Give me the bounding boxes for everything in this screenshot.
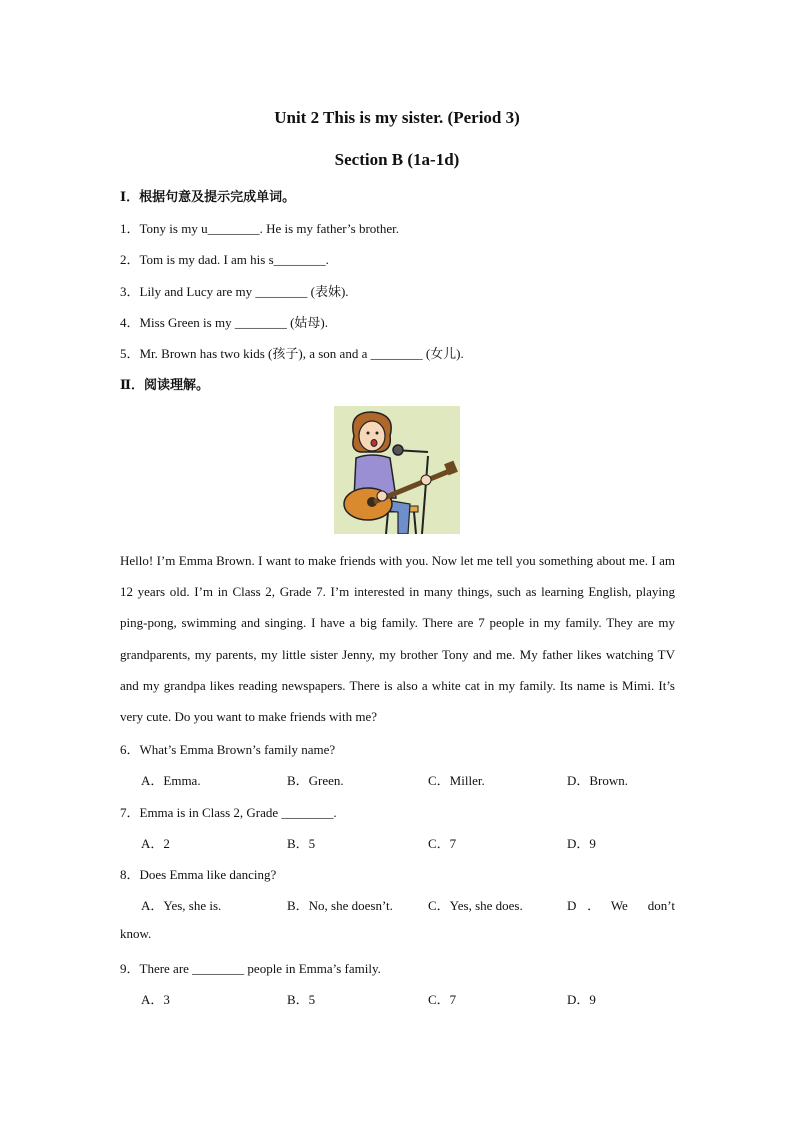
question-9: 9．There are ________ people in Emma’s family. xyxy=(120,961,381,976)
page-subtitle: Section B (1a-1d) xyxy=(334,150,460,169)
q9-option-d: D．9 xyxy=(567,992,596,1007)
q7-option-d: D．9 xyxy=(567,836,596,851)
question-8: 8．Does Emma like dancing? xyxy=(120,867,277,882)
question-6: 6．What’s Emma Brown’s family name? xyxy=(120,742,336,757)
q7-option-c: C．7 xyxy=(428,836,457,851)
q8-option-b: B．No, she doesn’t. xyxy=(287,898,393,913)
section-1-heading: Ⅰ．根据句意及提示完成单词。 xyxy=(120,189,296,204)
question-5: 5．Mr. Brown has two kids (孩子), a son and a ________ (女儿). xyxy=(120,346,464,361)
q6-option-a: A．Emma. xyxy=(141,773,201,788)
girl-guitar-icon xyxy=(334,406,460,534)
q8-option-a: A．Yes, she is. xyxy=(141,898,222,913)
q6-option-c: C．Miller. xyxy=(428,773,485,788)
q8-option-d: D．We don’t xyxy=(567,898,675,913)
q7-option-b: B．5 xyxy=(287,836,316,851)
question-1: 1．Tony is my u________. He is my father’s brother. xyxy=(120,221,400,236)
q7-option-a: A．2 xyxy=(141,836,170,851)
q9-option-c: C．7 xyxy=(428,992,457,1007)
q6-option-d: D．Brown. xyxy=(567,773,629,788)
question-4: 4．Miss Green is my ________ (姑母). xyxy=(120,315,328,330)
question-7: 7．Emma is in Class 2, Grade ________. xyxy=(120,805,337,820)
question-2: 2．Tom is my dad. I am his s________. xyxy=(120,252,329,267)
section-2-heading: Ⅱ．阅读理解。 xyxy=(120,377,209,392)
q6-option-b: B．Green. xyxy=(287,773,344,788)
q9-option-a: A．3 xyxy=(141,992,170,1007)
q8-option-c: C．Yes, she does. xyxy=(428,898,523,913)
q9-option-b: B．5 xyxy=(287,992,316,1007)
question-3: 3．Lily and Lucy are my ________ (表妹). xyxy=(120,284,349,299)
reading-passage: Hello! I’m Emma Brown. I want to make friends with you. Now let me tell you something about me. I am 12 years old. I’m in Class 2, Grade 7. I’m interested in many things, such as learning English, playing ping-pong, swimming and singing. I have a big family. There are 7 people in my family. They are my grandparents, my parents, my little sister Jenny, my brother Tony and me. My father likes watching TV and my grandpa likes reading newspapers. There is also a white cat in my family. Its name is Mimi. It’s very cute. Do you want to make friends with me? xyxy=(120,553,675,725)
page-title: Unit 2 This is my sister. (Period 3) xyxy=(274,108,520,127)
q8-option-d-continued: know. xyxy=(120,926,152,941)
girl-playing-guitar-illustration xyxy=(334,406,460,534)
